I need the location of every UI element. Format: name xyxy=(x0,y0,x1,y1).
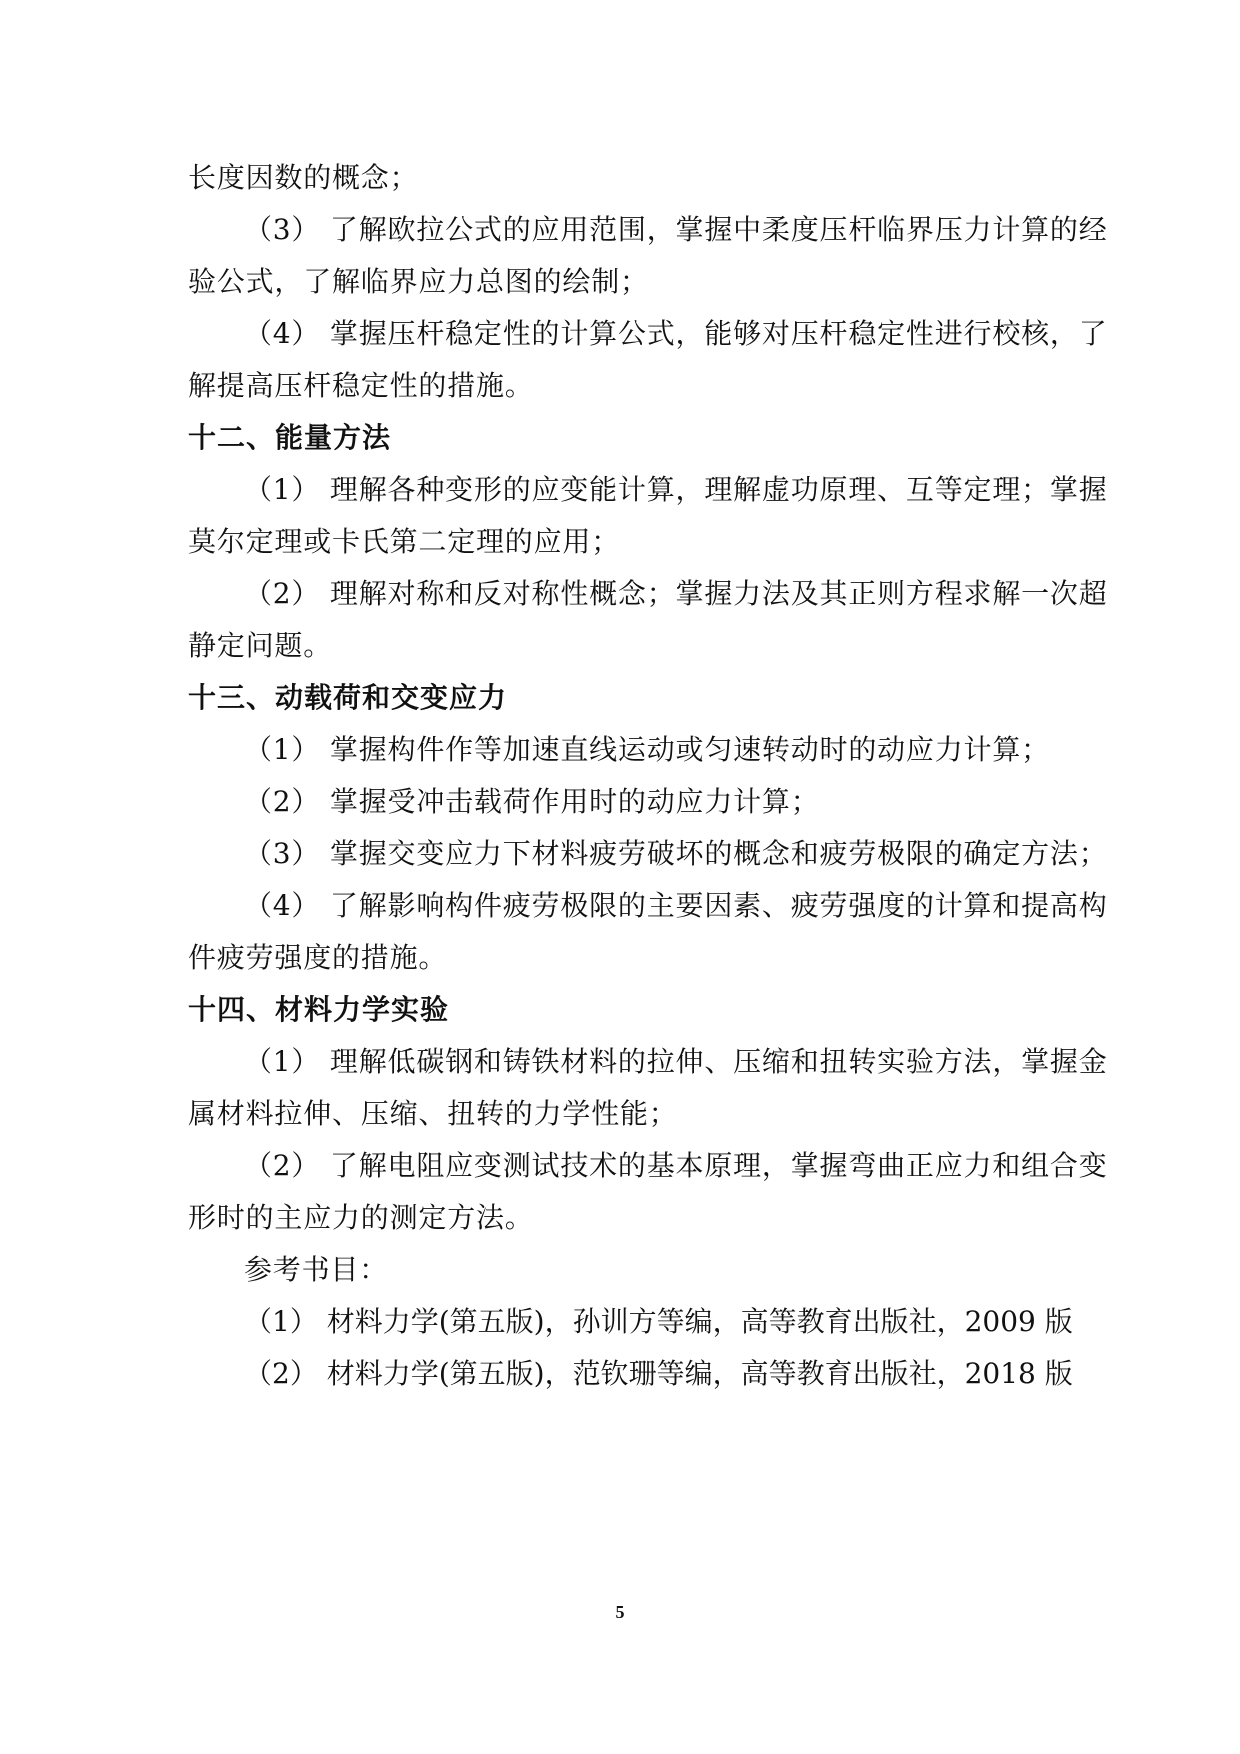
list-item-line: （4） 掌握压杆稳定性的计算公式，能够对压杆稳定性进行校核，了 xyxy=(244,317,1108,350)
section-heading: 十二、能量方法 xyxy=(188,421,392,454)
paragraph-line: 长度因数的概念； xyxy=(188,161,419,194)
paragraph-line: 静定问题。 xyxy=(188,629,333,662)
reference-item: （1） 材料力学(第五版)，孙训方等编，高等教育出版社，2009 版 xyxy=(244,1305,1073,1338)
paragraph-line: 件疲劳强度的措施。 xyxy=(188,941,448,974)
list-item-line: （2） 了解电阻应变测试技术的基本原理，掌握弯曲正应力和组合变 xyxy=(244,1149,1108,1182)
section-heading: 十四、材料力学实验 xyxy=(188,993,450,1026)
paragraph-line: 属材料拉伸、压缩、扭转的力学性能； xyxy=(188,1097,678,1130)
list-item-line: （1） 理解低碳钢和铸铁材料的拉伸、压缩和扭转实验方法，掌握金 xyxy=(244,1045,1108,1078)
paragraph-line: 形时的主应力的测定方法。 xyxy=(188,1201,534,1234)
list-item-line: （3） 了解欧拉公式的应用范围，掌握中柔度压杆临界压力计算的经 xyxy=(244,213,1108,246)
references-label: 参考书目： xyxy=(244,1253,389,1286)
list-item-line: （2） 掌握受冲击载荷作用时的动应力计算； xyxy=(244,785,820,818)
paragraph-line: 解提高压杆稳定性的措施。 xyxy=(188,369,534,402)
list-item-line: （2） 理解对称和反对称性概念；掌握力法及其正则方程求解一次超 xyxy=(244,577,1108,610)
list-item-line: （4） 了解影响构件疲劳极限的主要因素、疲劳强度的计算和提高构 xyxy=(244,889,1108,922)
paragraph-line: 验公式，了解临界应力总图的绘制； xyxy=(188,265,649,298)
list-item-line: （1） 掌握构件作等加速直线运动或匀速转动时的动应力计算； xyxy=(244,733,1050,766)
section-heading: 十三、动载荷和交变应力 xyxy=(188,681,508,714)
list-item-line: （1） 理解各种变形的应变能计算，理解虚功原理、互等定理；掌握 xyxy=(244,473,1108,506)
page-content xyxy=(188,152,1108,1400)
list-item-line: （3） 掌握交变应力下材料疲劳破坏的概念和疲劳极限的确定方法； xyxy=(244,837,1108,870)
page-number: 5 xyxy=(615,1602,625,1622)
paragraph-line: 莫尔定理或卡氏第二定理的应用； xyxy=(188,525,621,558)
reference-item: （2） 材料力学(第五版)，范钦珊等编，高等教育出版社，2018 版 xyxy=(244,1357,1073,1390)
